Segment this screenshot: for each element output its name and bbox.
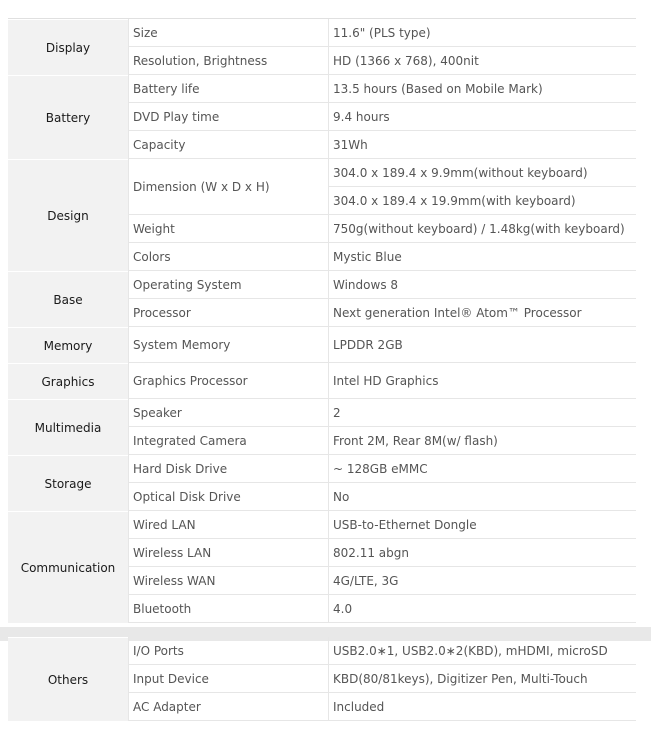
spec-category: Others [8,637,128,721]
spec-label: Battery life [128,75,328,103]
spec-label: Integrated Camera [128,427,328,455]
spec-category: Memory [8,327,128,363]
spec-label: Graphics Processor [128,363,328,399]
spec-value: Included [328,693,636,721]
spec-value: 13.5 hours (Based on Mobile Mark) [328,75,636,103]
spec-label: Dimension (W x D x H) [128,159,328,215]
spec-value: USB-to-Ethernet Dongle [328,511,636,539]
spec-value: 31Wh [328,131,636,159]
spec-label: Resolution, Brightness [128,47,328,75]
spec-value: KBD(80/81keys), Digitizer Pen, Multi-Touch [328,665,636,693]
spec-category: Design [8,159,128,271]
spec-value: Intel HD Graphics [328,363,636,399]
spec-label: Optical Disk Drive [128,483,328,511]
spec-label: Speaker [128,399,328,427]
spec-value: 9.4 hours [328,103,636,131]
spec-category: Storage [8,455,128,511]
spec-value: Windows 8 [328,271,636,299]
spec-label: Input Device [128,665,328,693]
spec-label: Wired LAN [128,511,328,539]
spec-value: ~ 128GB eMMC [328,455,636,483]
spec-label: Weight [128,215,328,243]
spec-label: Colors [128,243,328,271]
spec-value: 4G/LTE, 3G [328,567,636,595]
spec-label: Size [128,19,328,47]
spec-value: 304.0 x 189.4 x 19.9mm(with keyboard) [328,187,636,215]
spec-label: I/O Ports [128,637,328,665]
spec-label: Bluetooth [128,595,328,623]
spec-value: 11.6" (PLS type) [328,19,636,47]
spec-value: 304.0 x 189.4 x 9.9mm(without keyboard) [328,159,636,187]
spec-category: Battery [8,75,128,159]
spec-label: Wireless WAN [128,567,328,595]
spec-label: Processor [128,299,328,327]
spec-category: Graphics [8,363,128,399]
spec-label: Hard Disk Drive [128,455,328,483]
spec-value: No [328,483,636,511]
spec-label: DVD Play time [128,103,328,131]
spec-value: Next generation Intel® Atom™ Processor [328,299,636,327]
spec-label: System Memory [128,327,328,363]
spec-label: Operating System [128,271,328,299]
spec-value: USB2.0∗1, USB2.0∗2(KBD), mHDMI, microSD [328,637,636,665]
spec-category: Communication [8,511,128,623]
spec-value: Mystic Blue [328,243,636,271]
spec-label: Wireless LAN [128,539,328,567]
spec-value: 2 [328,399,636,427]
spec-label: Capacity [128,131,328,159]
spec-value: HD (1366 x 768), 400nit [328,47,636,75]
spec-category: Display [8,19,128,75]
spec-value: Front 2M, Rear 8M(w/ flash) [328,427,636,455]
spec-label: AC Adapter [128,693,328,721]
spec-value: 802.11 abgn [328,539,636,567]
spec-category: Multimedia [8,399,128,455]
spec-value: 750g(without keyboard) / 1.48kg(with keyboard) [328,215,636,243]
spec-value: LPDDR 2GB [328,327,636,363]
spec-value: 4.0 [328,595,636,623]
spec-category: Base [8,271,128,327]
